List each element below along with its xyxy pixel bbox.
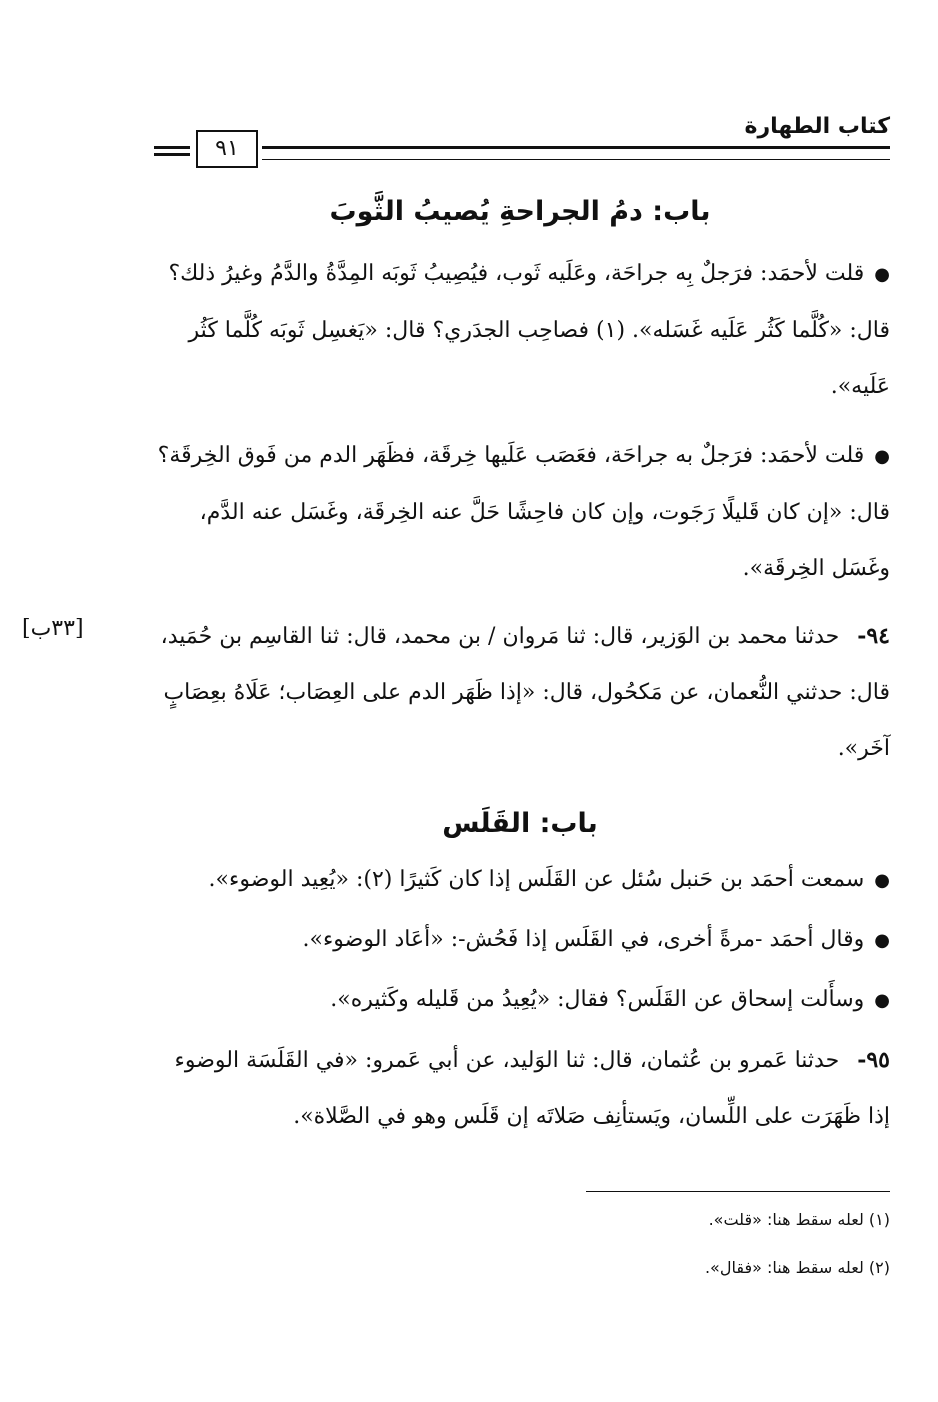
bullet-text: قلت لأحمَد: فرَجلٌ به جراحَة، فعَصَب عَلَيها خِرقَة، فظَهَر الدم من فَوق الخِرقَة؟ قال: «إن كان قَليلًا رَجَوت، وإن كان فاحِشًا حَلَّ عنه الخِرقَة، وغَسَل عنه الدَّم، وغَسَل الخِرقَة». bbox=[157, 443, 890, 581]
manuscript-folio-note: [٣٣ب] bbox=[22, 616, 84, 641]
paragraph-bullet-1 bbox=[150, 246, 890, 415]
footnote-divider bbox=[586, 1191, 890, 1192]
bullet-text: وقال أحمَد -مرةً أخرى، في القَلَس إذا فَحُش-: «أعَاد الوضوء». bbox=[302, 927, 865, 952]
bullet-icon: ● bbox=[874, 930, 890, 951]
section-heading-qalas: باب: القَلَس bbox=[442, 808, 598, 839]
header-rule bbox=[262, 146, 890, 160]
footnote-1: (١) لعله سقط هنا: «قلت». bbox=[708, 1210, 890, 1229]
section-heading-wound-blood: باب: دمُ الجراحةِ يُصيبُ الثَّوبَ bbox=[329, 196, 711, 227]
bullet-icon: ● bbox=[874, 446, 890, 467]
paragraph-bullet-3 bbox=[150, 852, 890, 909]
hadith-number: ٩٥- bbox=[857, 1047, 890, 1073]
hadith-text: حدثنا عَمرو بن عُثمان، قال: ثنا الوَليد، عن أبي عَمرو: «في القَلَسَة الوضوء إذا ظَهَرَت على اللِّسان، ويَستأنِف صَلاتَه إن قَلَس وهو في الصَّلاة». bbox=[174, 1048, 890, 1129]
header-rule-short bbox=[154, 146, 190, 156]
bullet-text: سمعت أحمَد بن حَنبل سُئل عن القَلَس إذا كان كَثيرًا (٢): «يُعِيد الوضوء». bbox=[208, 867, 865, 892]
bullet-icon: ● bbox=[874, 990, 890, 1011]
page-header bbox=[150, 110, 890, 172]
book-title: كتاب الطهارة bbox=[744, 114, 890, 139]
bullet-text: قلت لأحمَد: فرَجلٌ بِه جراحَة، وعَلَيه ثَوب، فيُصِيبُ ثَوبَه المِدَّةُ والدَّمُ وغيرُ ذلك؟ قال: «كُلَّما كَثُر عَلَيه غَسَله». (١) فصاحِب الجدَري؟ قال: «يَغسِل ثَوبَه كُلَّما كَثُر عَلَيه». bbox=[168, 261, 890, 399]
hadith-95 bbox=[150, 1032, 890, 1145]
footnote-2: (٢) لعله سقط هنا: «فقال». bbox=[704, 1258, 890, 1277]
bullet-icon: ● bbox=[874, 264, 890, 285]
paragraph-bullet-5 bbox=[150, 972, 890, 1029]
paragraph-bullet-4 bbox=[150, 912, 890, 969]
bullet-text: وسأَلت إسحاق عن القَلَس؟ فقال: «يُعِيدُ من قَليله وكَثيره». bbox=[330, 987, 865, 1012]
hadith-text: حدثنا محمد بن الوَزير، قال: ثنا مَروان / بن محمد، قال: ثنا القاسِم بن حُمَيد، قال: حدثني النُّعمان، عن مَكحُول، قال: «إذا ظَهَر الدم على العِصَاب؛ عَلَاهُ بعِصَابٍ آخَر». bbox=[160, 624, 890, 761]
hadith-number: ٩٤- bbox=[857, 623, 890, 649]
page-number: ٩١ bbox=[196, 130, 258, 168]
bullet-icon: ● bbox=[874, 870, 890, 891]
hadith-94 bbox=[150, 608, 890, 777]
paragraph-bullet-2 bbox=[150, 428, 890, 597]
